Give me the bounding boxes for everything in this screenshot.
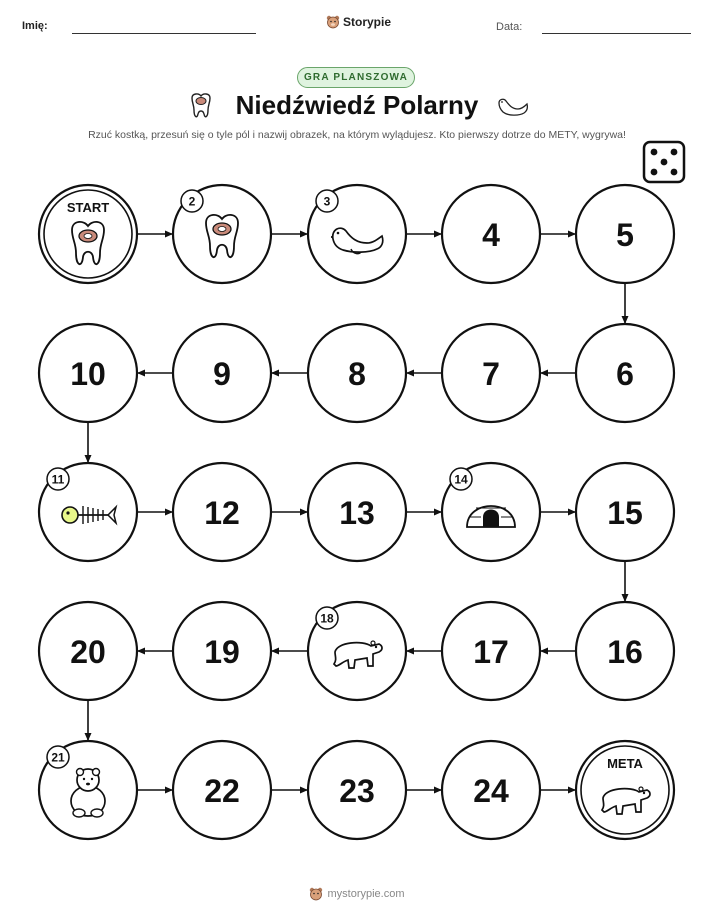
board-cell-8 [308,324,406,422]
cell-number: 19 [204,634,240,670]
board-cell-17 [442,602,540,700]
cell-number: 10 [70,356,106,392]
cell-number: 22 [204,773,240,809]
board-cell-22 [173,741,271,839]
board-cell-6 [576,324,674,422]
cell-number: 8 [348,356,366,392]
cell-number: 3 [323,194,331,209]
cell-number: 4 [482,217,500,253]
cell-number: 23 [339,773,375,809]
cell-number: 9 [213,356,231,392]
cell-number: 12 [204,495,240,531]
cell-number: 21 [51,750,65,765]
board-cell-2 [173,185,271,283]
board-cell-11 [39,463,137,561]
board-cell-24 [442,741,540,839]
footer-url[interactable]: mystorypie.com [327,888,405,900]
board-cell-25 [576,741,674,839]
cell-number: 16 [607,634,643,670]
board-cell-16 [576,602,674,700]
brand-name: Storypie [343,15,392,29]
board-cell-9 [173,324,271,422]
board-cell-13 [308,463,406,561]
cell-number: 15 [607,495,643,531]
board-cell-4 [442,185,540,283]
cell-number: 24 [473,773,509,809]
cell-number: 7 [482,356,500,392]
cell-label: META [607,756,643,771]
cell-label: START [66,200,110,215]
bear-logo-icon [309,887,323,901]
board-cell-23 [308,741,406,839]
board-cell-19 [173,602,271,700]
page-title: Niedźwiedź Polarny [235,90,479,120]
cell-number: 14 [454,472,468,487]
board-cell-10 [39,324,137,422]
footer [0,887,714,901]
board-cell-21 [39,741,137,839]
cell-number: 11 [51,472,65,487]
game-type-badge: GRA PLANSZOWA [297,67,415,88]
board-cell-20 [39,602,137,700]
cell-number: 2 [188,194,196,209]
cell-number: 6 [616,356,634,392]
cell-number: 20 [70,634,106,670]
date-label: Data: [496,21,523,33]
board-cell-15 [576,463,674,561]
board-cell-5 [576,185,674,283]
cell-number: 13 [339,495,375,531]
cell-number: 17 [473,634,509,670]
board-cell-1 [39,185,137,283]
board-cell-3 [308,185,406,283]
board-cell-7 [442,324,540,422]
board-cell-18 [308,602,406,700]
cell-number: 5 [616,217,634,253]
board-cell-12 [173,463,271,561]
name-label: Imię: [22,20,48,32]
board-cell-14 [442,463,540,561]
cell-number: 18 [320,611,334,626]
instructions: Rzuć kostką, przesuń się o tyle pól i nazwij obrazek, na którym wylądujesz. Kto pierwszy dotrze do METY, wygrywa! [88,129,626,141]
